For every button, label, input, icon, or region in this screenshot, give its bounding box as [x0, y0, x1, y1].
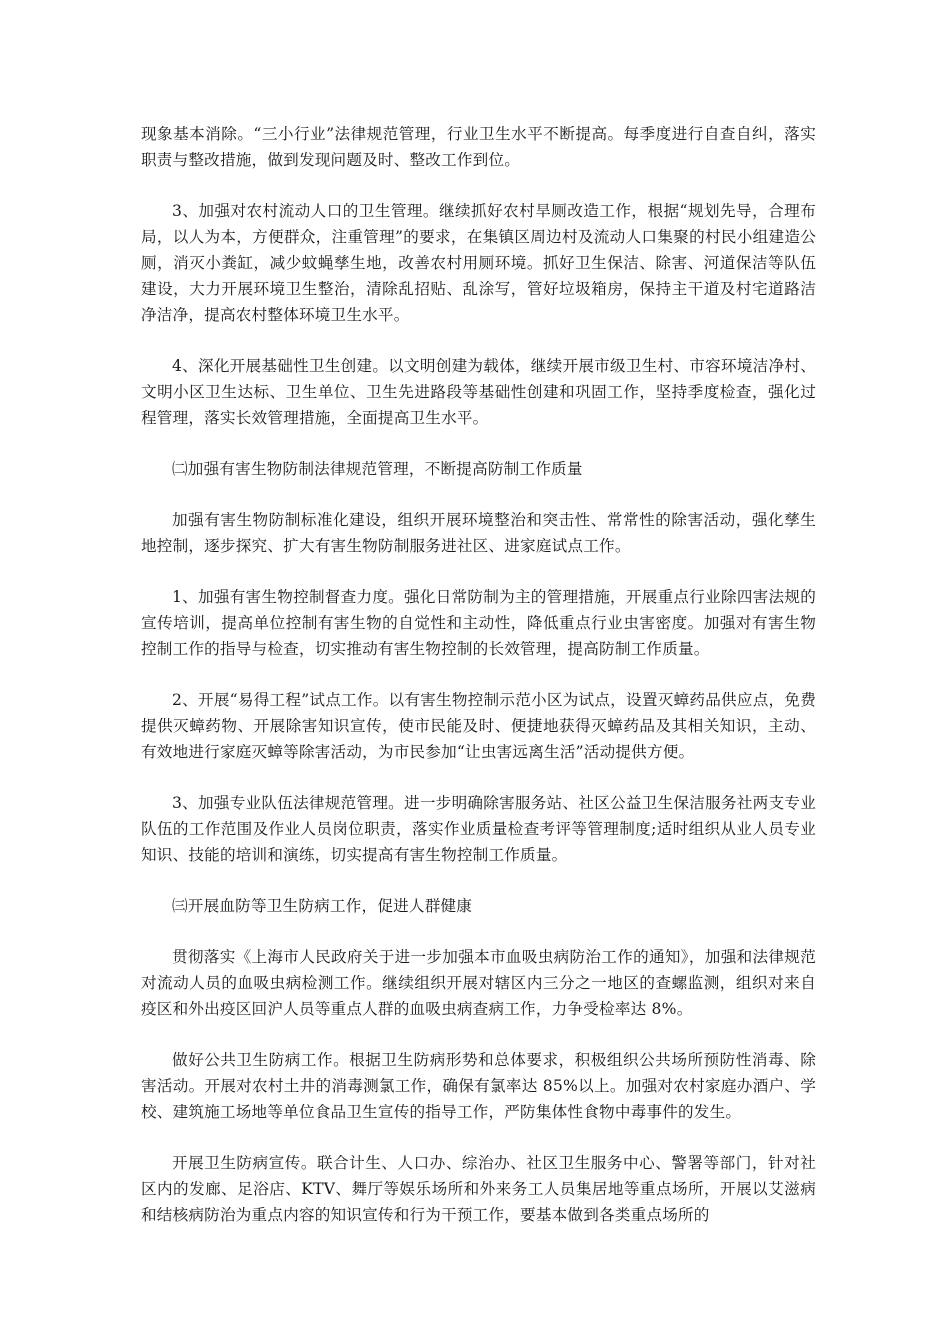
paragraph-item-3: 3、加强对农村流动人口的卫生管理。继续抓好农村旱厕改造工作，根据“规划先导，合理布局，以人为本，方便群众，注重管理”的要求，在集镇区周边村及流动人口集聚的村民小组建造公厕，消灭小粪缸，减少蚊蝇孳生地，改善农村用厕环境。抓好卫生保洁、除害、河道保洁等队伍建设，大力开展环境卫生整治，清除乱招贴、乱涂写，管好垃圾箱房，保持主干道及村宅道路洁净洁净，提高农村整体环境卫生水平。 [141, 202, 816, 324]
paragraph-health-education: 开展卫生防病宣传。联合计生、人口办、综治办、社区卫生服务中心、警署等部门，针对社区内的发廊、足浴店、KTV、舞厅等娱乐场所和外来务工人员集居地等重点场所，开展以艾滋病和结核病防治为重点内容的知识宣传和行为干预工作，要基本做到各类重点场所的 [141, 1154, 816, 1224]
paragraph-public-health: 做好公共卫生防病工作。根据卫生防病形势和总体要求，积极组织公共场所预防性消毒、除害活动。开展对农村土井的消毒测氯工作，确保有氯率达 85%以上。加强对农村家庭办酒户、学校、建筑施工场地等单位食品卫生宣传的指导工作，严防集体性食物中毒事件的发生。 [141, 1051, 816, 1121]
paragraph-item-3b: 3、加强专业队伍法律规范管理。进一步明确除害服务站、社区公益卫生保洁服务社两支专业队伍的工作范围及作业人员岗位职责，落实作业质量检查考评等管理制度;适时组织从业人员专业知识、技能的培训和演练，切实提高有害生物控制工作质量。 [141, 794, 816, 864]
paragraph-item-2: 2、开展“易得工程”试点工作。以有害生物控制示范小区为试点，设置灭蟑药品供应点，免费提供灭蟑药物、开展除害知识宣传，使市民能及时、便捷地获得灭蟑药品及其相关知识，主动、有效地进行家庭灭蟑等除害活动，为市民参加“让虫害远离生活”活动提供方便。 [141, 691, 816, 761]
document-page [141, 121, 816, 1228]
paragraph-item-1: 1、加强有害生物控制督查力度。强化日常防制为主的管理措施，开展重点行业除四害法规的宣传培训，提高单位控制有害生物的自觉性和主动性，降低重点行业虫害密度。加强对有害生物控制工作的指导与检查，切实推动有害生物控制的长效管理，提高防制工作质量。 [141, 588, 816, 658]
paragraph-item-4: 4、深化开展基础性卫生创建。以文明创建为载体，继续开展市级卫生村、市容环境洁净村、文明小区卫生达标、卫生单位、卫生先进路段等基础性创建和巩固工作，坚持季度检查，强化过程管理，落实长效管理措施，全面提高卫生水平。 [141, 357, 816, 427]
paragraph-continued: 现象基本消除。“三小行业”法律规范管理，行业卫生水平不断提高。每季度进行自查自纠，落实职责与整改措施，做到发现问题及时、整改工作到位。 [141, 125, 816, 169]
paragraph-schistosomiasis: 贯彻落实《上海市人民政府关于进一步加强本市血吸虫病防治工作的通知》，加强和法律规范对流动人员的血吸虫病检测工作。继续组织开展对辖区内三分之一地区的查螺监测，组织对来自疫区和外出疫区回沪人员等重点人群的血吸虫病查病工作，力争受检率达 8%。 [141, 948, 816, 1018]
paragraph-intro: 加强有害生物防制标准化建设，组织开展环境整治和突击性、常常性的除害活动，强化孳生地控制，逐步探究、扩大有害生物防制服务进社区、进家庭试点工作。 [141, 511, 816, 555]
section-heading-2: ㈡加强有害生物防制法律规范管理，不断提高防制工作质量 [172, 460, 583, 478]
section-heading-3: ㈢开展血防等卫生防病工作，促进人群健康 [172, 897, 473, 915]
